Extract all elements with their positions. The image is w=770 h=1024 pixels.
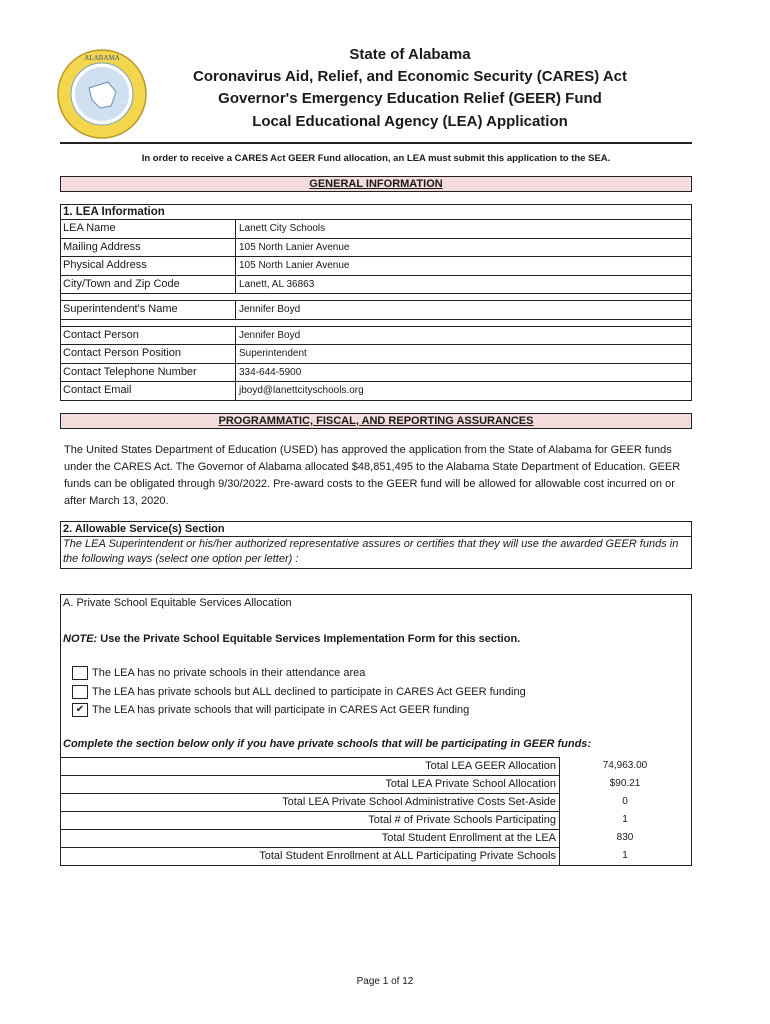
- assurances-heading: PROGRAMMATIC, FISCAL, AND REPORTING ASSURANCES: [218, 415, 534, 427]
- table-row: [61, 327, 691, 346]
- title-application: Local Educational Agency (LEA) Application: [252, 113, 568, 130]
- mailing-address-field[interactable]: 105 North Lanier Avenue: [239, 241, 350, 253]
- contact-position-field[interactable]: Superintendent: [239, 348, 307, 359]
- lea-information-table: [60, 204, 692, 401]
- spacer-row: [61, 294, 691, 301]
- field-label: Contact Person: [61, 327, 236, 345]
- title-act: Coronavirus Aid, Relief, and Economic Security (CARES) Act: [193, 68, 627, 85]
- private-schools-count-value[interactable]: 1: [622, 814, 628, 825]
- contact-email-field[interactable]: jboyd@lanettcityschools.org: [239, 385, 364, 396]
- option-row: [72, 665, 365, 681]
- option-label: The LEA has no private schools in their attendance area: [92, 667, 366, 679]
- table-row: [61, 345, 691, 364]
- section-2-title: 2. Allowable Service(s) Section: [61, 522, 691, 537]
- physical-address-field[interactable]: 105 North Lanier Avenue: [239, 260, 350, 271]
- option-label: The LEA has private schools that will participate in CARES Act GEER funding: [92, 704, 470, 716]
- field-label: LEA Name: [61, 220, 236, 238]
- table-row: Total Student Enrollment at the LEA: [60, 830, 560, 848]
- contact-phone-field[interactable]: 334-644-5900: [239, 366, 302, 378]
- intro-text: In order to receive a CARES Act GEER Fund allocation, an LEA must submit this application to the SEA.: [141, 153, 611, 164]
- table-row: Total # of Private Schools Participating: [60, 812, 560, 830]
- superintendent-name-field[interactable]: Jennifer Boyd: [239, 304, 301, 315]
- lea-name-field[interactable]: Lanett City Schools: [239, 223, 326, 234]
- lea-enrollment-value[interactable]: 830: [616, 832, 634, 843]
- table-row: Total LEA Private School Allocation: [60, 776, 560, 794]
- table-row: [61, 364, 691, 383]
- field-label: Physical Address: [61, 257, 236, 275]
- contact-person-field[interactable]: Jennifer Boyd: [239, 329, 301, 341]
- option-row: [72, 684, 526, 700]
- lea-information-title: 1. LEA Information: [61, 205, 691, 220]
- table-row: [61, 257, 691, 276]
- table-row: [61, 220, 691, 239]
- option-row: [72, 702, 469, 718]
- geer-allocation-value[interactable]: 74,963.00: [602, 760, 648, 771]
- field-label: Mailing Address: [61, 239, 236, 257]
- private-enrollment-value[interactable]: 1: [622, 850, 628, 861]
- table-row: Total LEA GEER Allocation: [60, 758, 560, 776]
- complete-section-note: Complete the section below only if you have private schools that will be participating in GEER funds:: [63, 738, 592, 750]
- field-label: Contact Telephone Number: [61, 364, 236, 382]
- field-label: Superintendent's Name: [61, 301, 236, 319]
- assurances-paragraph: The United States Department of Education (USED) has approved the application from the State of Alabama for GEER funds under the CARES Act. The Governor of Alabama allocated $48,851,495 to the Alabama State Department of Education. GEER funds can be obligated through 9/30/2022. Pre-award costs to the GEER fund will be allowed for allowable cost incurred on or after March 13, 2020.: [64, 444, 681, 507]
- note-label: NOTE:: [63, 633, 98, 645]
- title-fund: Governor's Emergency Education Relief (GEER) Fund: [218, 90, 602, 107]
- field-label: Contact Email: [61, 382, 236, 400]
- section-a-title: A. Private School Equitable Services Allocation: [63, 597, 292, 609]
- divider: [60, 142, 692, 144]
- funds-values: [574, 757, 676, 865]
- funds-table: [60, 757, 560, 866]
- general-information-bar: [60, 176, 692, 192]
- general-information-heading: GENERAL INFORMATION: [309, 178, 443, 190]
- table-row: Total Student Enrollment at ALL Participating Private Schools: [60, 848, 560, 866]
- allowable-services-section: [60, 521, 692, 569]
- no-private-schools-checkbox[interactable]: [72, 666, 88, 680]
- table-row: [61, 239, 691, 258]
- title-state: State of Alabama: [349, 46, 471, 63]
- city-zip-field[interactable]: Lanett, AL 36863: [239, 278, 315, 290]
- svg-text:ALABAMA: ALABAMA: [84, 54, 120, 62]
- field-label: City/Town and Zip Code: [61, 276, 236, 294]
- table-row: [61, 301, 691, 320]
- private-school-allocation-value[interactable]: $90.21: [609, 778, 641, 789]
- assurances-bar: [60, 413, 692, 429]
- section-2-instructions: The LEA Superintendent or his/her authorized representative assures or certifies that they will use the awarded GEER funds in the following ways (select one option per letter) :: [63, 538, 679, 565]
- admin-set-aside-value[interactable]: 0: [622, 796, 628, 807]
- page-number: Page 1 of 12: [356, 976, 414, 987]
- table-row: Total LEA Private School Administrative Costs Set-Aside: [60, 794, 560, 812]
- option-label: The LEA has private schools but ALL declined to participate in CARES Act GEER funding: [92, 686, 526, 698]
- table-row: [61, 382, 691, 400]
- all-declined-checkbox[interactable]: [72, 685, 88, 699]
- spacer-row: [61, 320, 691, 327]
- note-line: [63, 633, 520, 645]
- note-text: Use the Private School Equitable Services Implementation Form for this section.: [100, 633, 521, 645]
- will-participate-checkbox[interactable]: ✔: [72, 703, 88, 717]
- state-seal-logo: [56, 48, 148, 140]
- field-label: Contact Person Position: [61, 345, 236, 363]
- table-row: [61, 276, 691, 295]
